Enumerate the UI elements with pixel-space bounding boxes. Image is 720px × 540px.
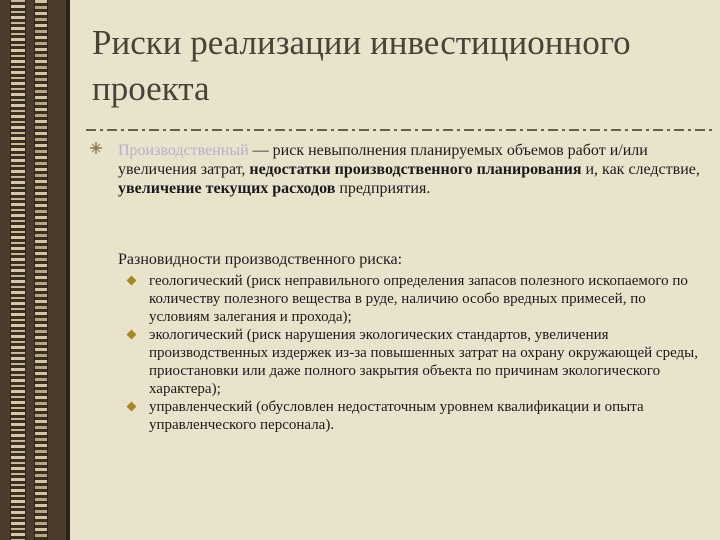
list-item-text: управленческий (обусловлен недостаточным уровнем квалификации и опыта управленческого персонала). (149, 399, 644, 433)
main-point-emphasis: увеличение текущих расходов (118, 180, 336, 197)
term-highlight: Производственный (118, 142, 249, 159)
list-item-text: экологический (риск нарушения экологических стандартов, увеличения производственных издержек из-за повышенных затрат на охрану окружающей среды, приостановки или даже полного закрытия объекта по причинам экологического характера); (149, 327, 698, 397)
list-item-text: геологический (риск неправильного определения запасов полезного ископаемого по количеству полезного вещества в руде, наличию особо вредных примесей, по условиям залегания и прохода); (149, 273, 688, 325)
slide-title: Риски реализации инвестиционного проекта (92, 23, 631, 108)
sidebar-pattern-strip (10, 0, 26, 540)
ornamental-cross-icon (89, 141, 103, 155)
decorative-sidebar (0, 0, 68, 540)
risk-types-list (128, 272, 710, 434)
list-item (128, 272, 710, 326)
main-point-emphasis: недостатки производственного планирования (249, 161, 582, 178)
list-item (128, 398, 710, 434)
main-point-text: и, как следствие, (581, 161, 700, 178)
main-point-text: — риск невыполнения планируемых объемов работ и/или увеличения затрат, (118, 142, 648, 178)
main-point (118, 141, 708, 198)
diamond-bullet-icon (127, 330, 137, 340)
subheading: Разновидности производственного риска: (118, 251, 403, 268)
main-point-text: предприятия. (335, 180, 431, 197)
diamond-bullet-icon (127, 276, 137, 286)
sidebar-pattern-strip (34, 0, 48, 540)
list-item (128, 326, 710, 398)
diamond-bullet-icon (127, 402, 137, 412)
sidebar-edge (66, 0, 70, 540)
dashed-divider (86, 127, 714, 133)
